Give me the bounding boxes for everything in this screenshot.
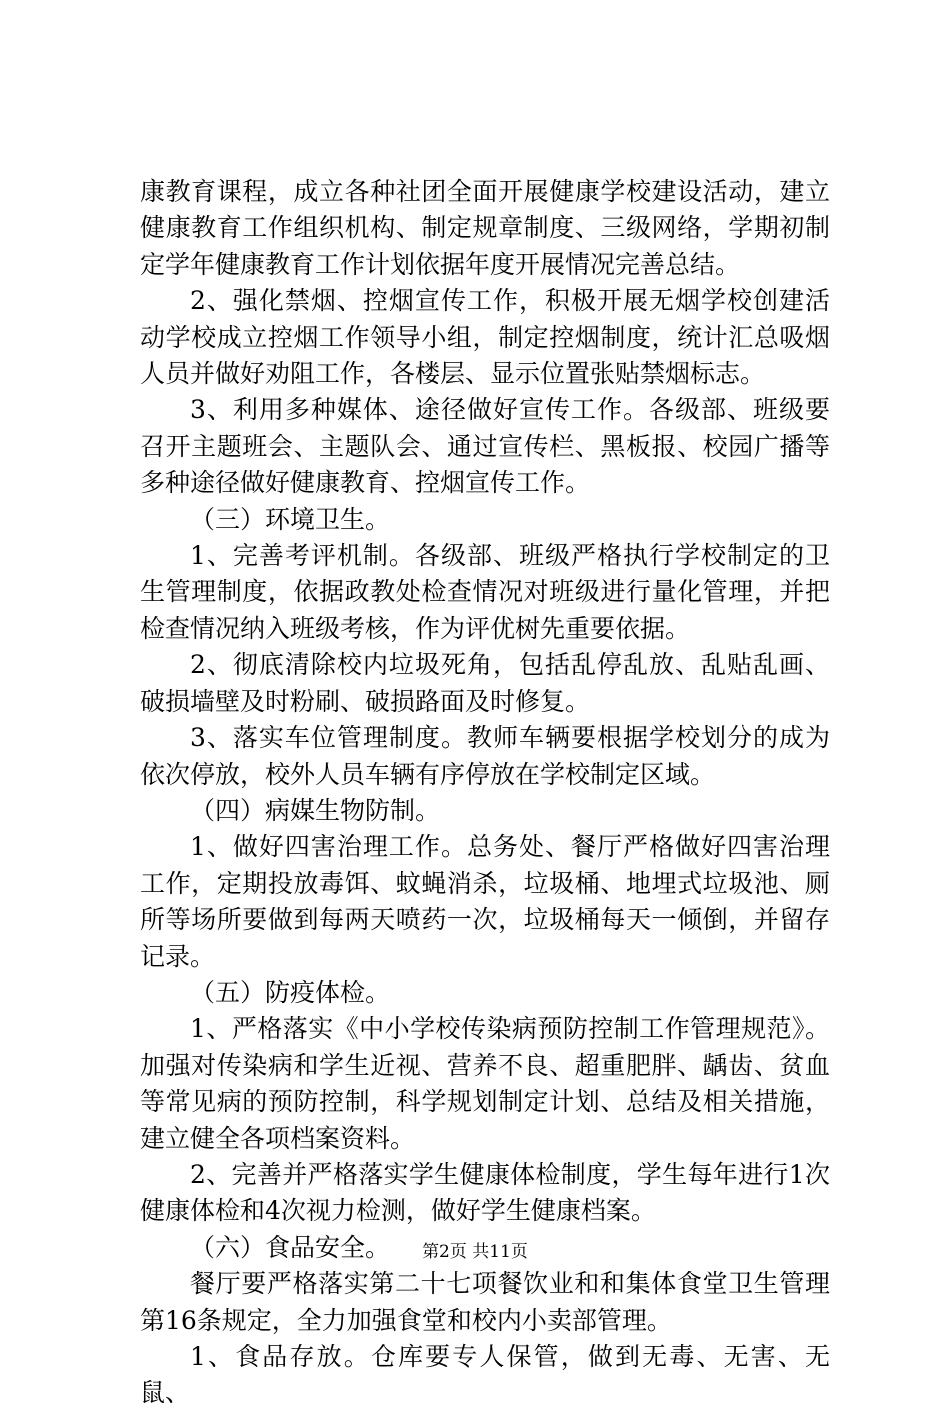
section-heading-6: （六）食品安全。 [190,1232,391,1262]
paragraph-9: 2、完善并严格落实学生健康体检制度，学生每年进行1次健康体检和4次视力检测，做好学生健康档案。 [140,1159,830,1226]
section-heading-3: （三）环境卫生。 [190,504,391,534]
paragraph-6: 3、落实车位管理制度。教师车辆要根据学校划分的成为依次停放，校外人员车辆有序停放在学校制定区域。 [140,723,830,789]
paragraph-5: 2、彻底清除校内垃圾死角，包括乱停乱放、乱贴乱画、破损墙壁及时粉刷、破损路面及时修复。 [140,650,830,716]
section-heading-5: （五）防疫体检。 [190,977,391,1007]
paragraph-2: 2、强化禁烟、控烟宣传工作，积极开展无烟学校创建活动学校成立控烟工作领导小组，制定控烟制度，统计汇总吸烟人员并做好劝阻工作，各楼层、显示位置张贴禁烟标志。 [140,286,830,389]
paragraph-4: 1、完善考评机制。各级部、班级严格执行学校制定的卫生管理制度，依据政教处检查情况对班级进行量化管理，并把检查情况纳入班级考核，作为评优树先重要依据。 [140,541,830,643]
paragraph-10: 餐厅要严格落实第二十七项餐饮业和和集体食堂卫生管理第16条规定，全力加强食堂和校内小卖部管理。 [140,1269,830,1335]
paragraph-3: 3、利用多种媒体、途径做好宣传工作。各级部、班级要召开主题班会、主题队会、通过宣传栏、黑板报、校园广播等多种途径做好健康教育、控烟宣传工作。 [140,395,830,498]
section-heading-4: （四）病媒生物防制。 [190,795,441,825]
paragraph-1: 康教育课程，成立各种社团全面开展健康学校建设活动，建立健康教育工作组织机构、制定规章制度、三级网络，学期初制定学年健康教育工作计划依据年度开展情况完善总结。 [140,177,830,279]
paragraph-11: 1、食品存放。仓库要专人保管，做到无毒、无害、无鼠、 [140,1342,830,1408]
paragraph-7: 1、做好四害治理工作。总务处、餐厅严格做好四害治理工作，定期投放毒饵、蚊蝇消杀，垃圾桶、地埋式垃圾池、厕所等场所要做到每两天喷药一次，垃圾桶每天一倾倒，并留存记录。 [140,832,830,971]
paragraph-8: 1、严格落实《中小学校传染病预防控制工作管理规范》。加强对传染病和学生近视、营养不良、超重肥胖、龋齿、贫血等常见病的预防控制，科学规划制定计划、总结及相关措施，建立健全各项档案资料。 [140,1014,830,1153]
page-footer: 第2页 共11页 [422,1242,528,1262]
document-body [140,174,830,1412]
